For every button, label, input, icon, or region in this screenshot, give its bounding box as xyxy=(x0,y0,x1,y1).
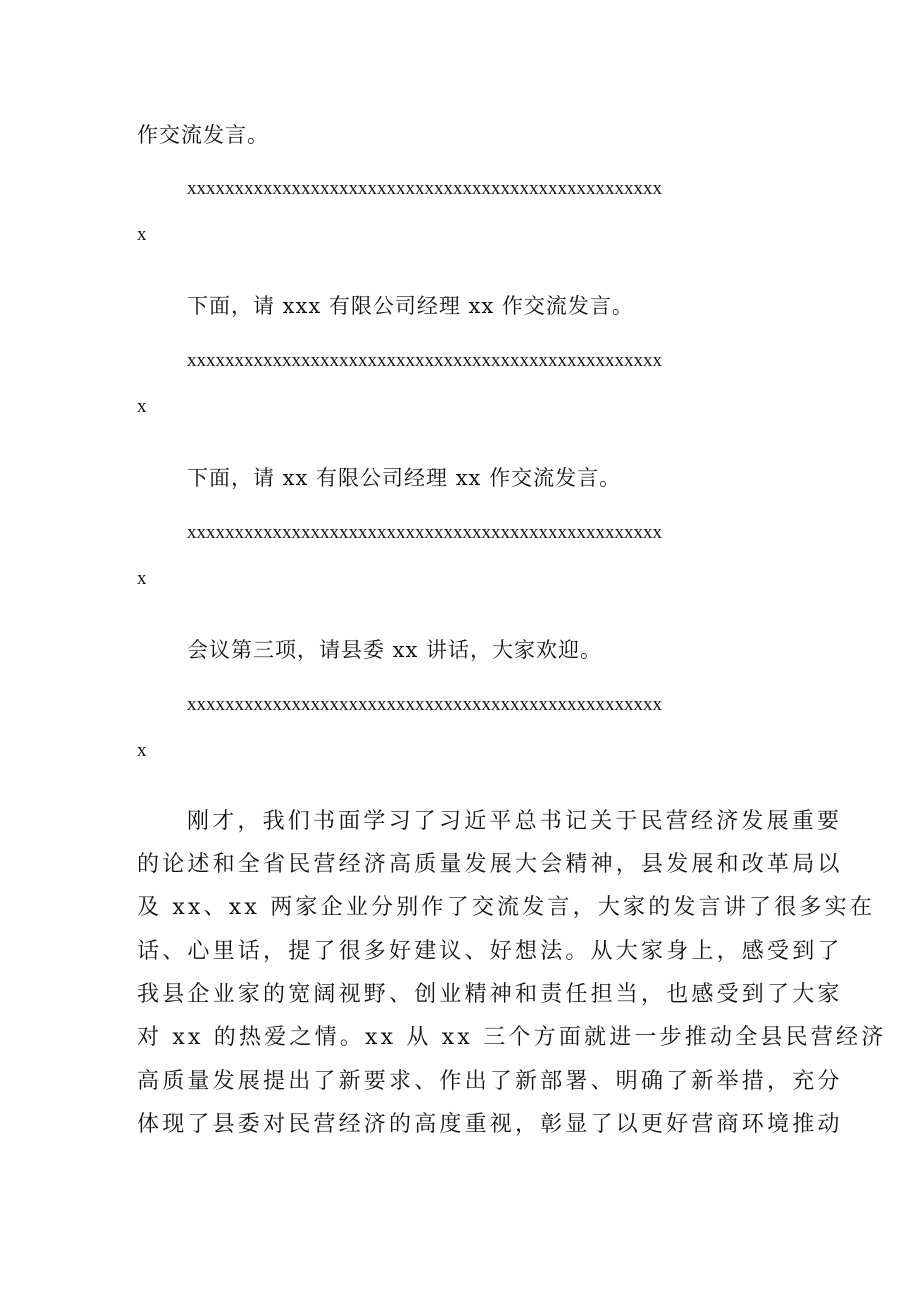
summary-line: 的论述和全省民营经济高质量发展大会精神，县发展和改革局以 xyxy=(137,852,843,877)
placeholder-tail: x xyxy=(137,740,147,761)
placeholder-line: xxxxxxxxxxxxxxxxxxxxxxxxxxxxxxxxxxxxxxxxxxxxxxxxxx xyxy=(187,350,662,371)
placeholder-line: xxxxxxxxxxxxxxxxxxxxxxxxxxxxxxxxxxxxxxxxxxxxxxxxxx xyxy=(187,178,662,199)
placeholder-line: xxxxxxxxxxxxxxxxxxxxxxxxxxxxxxxxxxxxxxxxxxxxxxxxxx xyxy=(187,522,662,543)
continued-sentence: 作交流发言。 xyxy=(137,123,269,147)
summary-line: 我县企业家的宽阔视野、创业精神和责任担当，也感受到了大家 xyxy=(137,982,843,1007)
placeholder-tail: x xyxy=(137,224,147,245)
speaker-intro: 下面，请 xxx 有限公司经理 xx 作交流发言。 xyxy=(187,294,634,318)
placeholder-tail: x xyxy=(137,396,147,417)
placeholder-tail: x xyxy=(137,568,147,589)
placeholder-line: xxxxxxxxxxxxxxxxxxxxxxxxxxxxxxxxxxxxxxxxxxxxxxxxxx xyxy=(187,694,662,715)
summary-line: 高质量发展提出了新要求、作出了新部署、明确了新举措，充分 xyxy=(137,1069,843,1094)
summary-line: 话、心里话，提了很多好建议、好想法。从大家身上，感受到了 xyxy=(137,939,843,964)
agenda-item: 会议第三项，请县委 xx 讲话，大家欢迎。 xyxy=(187,638,603,662)
summary-line: 对 xx 的热爱之情。xx 从 xx 三个方面就进一步推动全县民营经济 xyxy=(137,1025,887,1050)
summary-line: 体现了县委对民营经济的高度重视，彰显了以更好营商环境推动 xyxy=(137,1112,843,1137)
summary-line: 及 xx、xx 两家企业分别作了交流发言，大家的发言讲了很多实在 xyxy=(137,895,876,920)
speaker-intro: 下面，请 xx 有限公司经理 xx 作交流发言。 xyxy=(187,466,622,490)
summary-line: 刚才，我们书面学习了习近平总书记关于民营经济发展重要 xyxy=(187,809,843,834)
